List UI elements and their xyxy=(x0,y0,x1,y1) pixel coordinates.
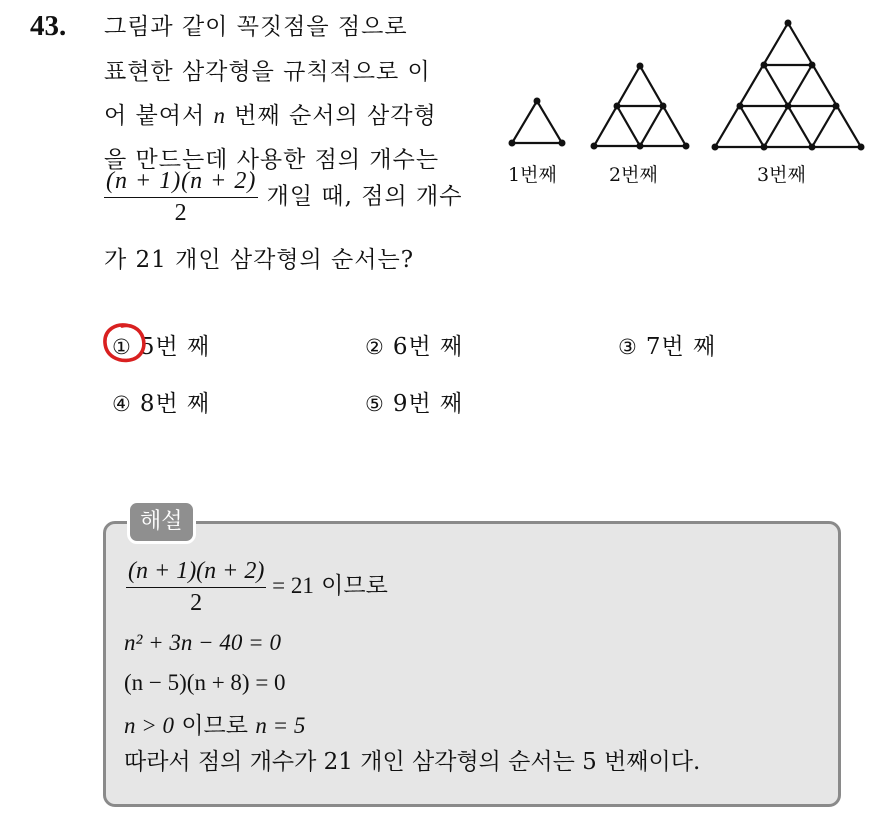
choice-4-symbol: ④ xyxy=(112,392,132,416)
solution-line-4-kor: 이므로 xyxy=(174,713,256,739)
solution-line-2: n² + 3n − 40 = 0 xyxy=(124,630,281,655)
question-line-1: 그림과 같이 꼭짓점을 점으로 xyxy=(104,14,408,40)
triangle-3-dots xyxy=(712,20,865,151)
solution-line-1-eq: = 21 xyxy=(266,572,314,598)
triangle-diagram xyxy=(500,10,884,160)
choice-3-symbol: ③ xyxy=(618,335,638,359)
figure-label-3: 3번째 xyxy=(757,164,806,186)
choice-5[interactable] xyxy=(365,385,463,418)
choice-3[interactable] xyxy=(618,328,716,361)
solution-line-1-kor: 이므로 xyxy=(313,572,388,599)
choice-5-symbol: ⑤ xyxy=(365,392,385,416)
choice-3-text: 7번 째 xyxy=(645,334,717,360)
figure-label-2: 2번째 xyxy=(609,164,658,186)
question-line-6: 가 21 개인 삼각형의 순서는? xyxy=(104,247,415,273)
figure-label-1: 1번째 xyxy=(508,164,557,186)
triangle-1 xyxy=(512,101,562,143)
choice-1-symbol: ① xyxy=(112,335,132,359)
question-line-2: 표현한 삼각형을 규칙적으로 이 xyxy=(104,59,431,85)
solution-line-5: 따라서 점의 개수가 21 개인 삼각형의 순서는 5 번째이다. xyxy=(124,749,701,775)
question-number: 43. xyxy=(30,10,67,42)
triangle-1-dots xyxy=(509,98,566,147)
solution-fraction xyxy=(126,558,266,617)
question-line-4: 을 만드는데 사용한 점의 개수는 xyxy=(104,147,440,173)
choice-1-text: 5번 째 xyxy=(139,334,211,360)
solution-tag: 해설 xyxy=(127,500,196,544)
solution-fraction-denominator: 2 xyxy=(190,590,203,616)
choice-4-text: 8번 째 xyxy=(139,391,211,417)
question-fraction xyxy=(104,168,258,227)
fraction-numerator: (n + 1)(n + 2) xyxy=(104,168,258,198)
solution-line-4-math-1: n > 0 xyxy=(124,713,175,738)
choice-5-text: 9번 째 xyxy=(392,391,464,417)
choice-2-symbol: ② xyxy=(365,335,385,359)
choice-2-text: 6번 째 xyxy=(392,334,464,360)
question-line-3-pre: 어 붙여서 xyxy=(104,103,214,129)
solution-line-4 xyxy=(124,707,305,740)
choice-2[interactable] xyxy=(365,328,463,361)
question-line-5 xyxy=(104,168,462,227)
triangle-3 xyxy=(715,23,861,147)
solution-line-3: (n − 5)(n + 8) = 0 xyxy=(124,670,286,695)
variable-n: n xyxy=(213,103,226,128)
question-line-5-post: 개일 때, 점의 개수 xyxy=(258,183,463,210)
choice-4[interactable] xyxy=(112,385,210,418)
triangle-2 xyxy=(594,66,686,146)
fraction-denominator: 2 xyxy=(174,200,188,226)
solution-line-4-math-2: n = 5 xyxy=(255,713,306,738)
answer-mark-circle xyxy=(100,320,148,366)
solution-fraction-numerator: (n + 1)(n + 2) xyxy=(126,558,266,588)
triangle-figures xyxy=(500,10,884,190)
question-line-3 xyxy=(104,97,437,130)
question-line-3-post: 번째 순서의 삼각형 xyxy=(226,103,437,129)
solution-line-1 xyxy=(126,558,388,617)
